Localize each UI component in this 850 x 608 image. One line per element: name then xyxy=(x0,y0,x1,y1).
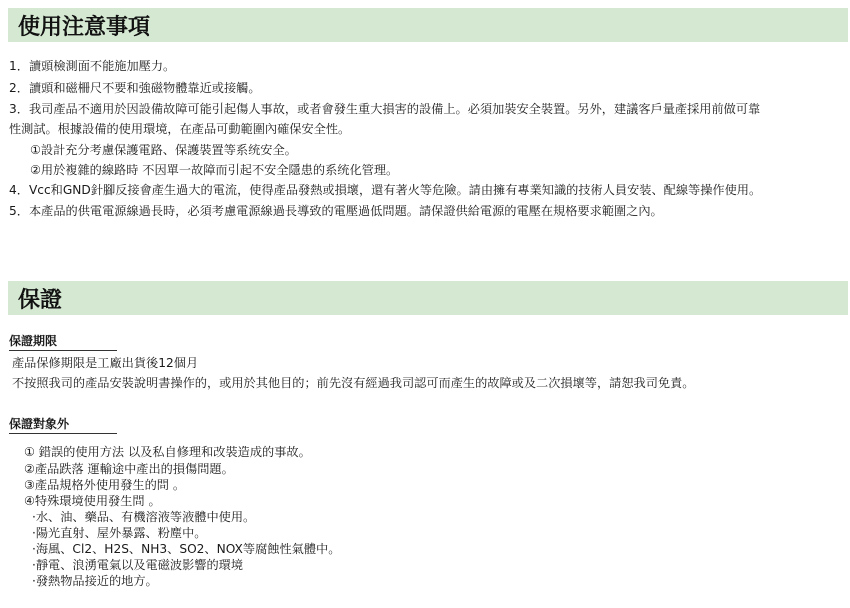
exclusion-subitem-3: ·海風、Cl2、H2S、NH3、SO2、NOX等腐蝕性氣體中。 xyxy=(32,542,341,556)
section-title: 保證 xyxy=(18,287,63,313)
note-item-4: 4．Vcc和GND針腳反接會產生過大的電流，使得產品發熱或損壞，還有著火等危險。請由擁有專業知識的技術人員安装、配線等操作使用。 xyxy=(9,183,762,197)
warranty-exclusions-title: 保證對象外 xyxy=(9,416,117,434)
exclusion-subitem-2: ·陽光直射、屋外暴露、粉塵中。 xyxy=(32,526,207,540)
note-item-3-sub-1: ①設計充分考慮保護電路、保護裝置等系统安全。 xyxy=(30,143,297,157)
exclusion-item-2: ②產品跌落 運輸途中產出的損傷問題。 xyxy=(24,462,234,476)
exclusion-subitem-5: ·發熱物品接近的地方。 xyxy=(32,574,158,588)
section-title: 使用注意事項 xyxy=(18,14,151,40)
section-header-warranty xyxy=(8,281,848,315)
note-item-5: 5．本產品的供電電源線過長時，必須考慮電源線過長導致的電壓過低問題。請保證供給電源的電壓在規格要求範圍之內。 xyxy=(9,204,663,218)
note-item-3: 3．我司產品不適用於因設備故障可能引起傷人事故，或者會發生重大損害的設備上。必須加裝安全裝置。另外，建議客戶量產採用前做可靠 xyxy=(9,102,761,116)
warranty-period-line-1: 產品保修期限是工廠出貨後12個月 xyxy=(12,356,199,370)
exclusion-item-4: ④特殊環境使用發生問 。 xyxy=(24,494,161,508)
exclusion-item-3: ③產品規格外使用發生的問 。 xyxy=(24,478,186,492)
exclusion-subitem-1: ·水、油、藥品、有機溶液等液體中使用。 xyxy=(32,510,256,524)
exclusion-subitem-4: ·靜電、浪湧電氣以及電磁波影響的環境 xyxy=(32,558,244,572)
warranty-period-line-2: 不按照我司的產品安裝說明書操作的，或用於其他目的；前先沒有經過我司認可而產生的故障或及二次損壞等，請恕我司免責。 xyxy=(12,376,695,390)
section-header-usage-notes xyxy=(8,8,848,42)
note-item-3-sub-2: ②用於複雜的線路時 不因單一故障而引起不安全隱患的系统化管理。 xyxy=(30,163,399,177)
note-item-1: 1．讀頭檢測面不能施加壓力。 xyxy=(9,59,176,73)
note-item-3-continued: 性測試。根據設備的使用環境，在產品可動範圍內確保安全性。 xyxy=(9,122,351,136)
note-item-2: 2．讀頭和磁柵尺不要和強磁物體靠近或接觸。 xyxy=(9,81,261,95)
exclusion-item-1: ① 錯誤的使用方法 以及私自修理和改裝造成的事故。 xyxy=(24,445,311,459)
warranty-period-title: 保證期限 xyxy=(9,333,117,351)
